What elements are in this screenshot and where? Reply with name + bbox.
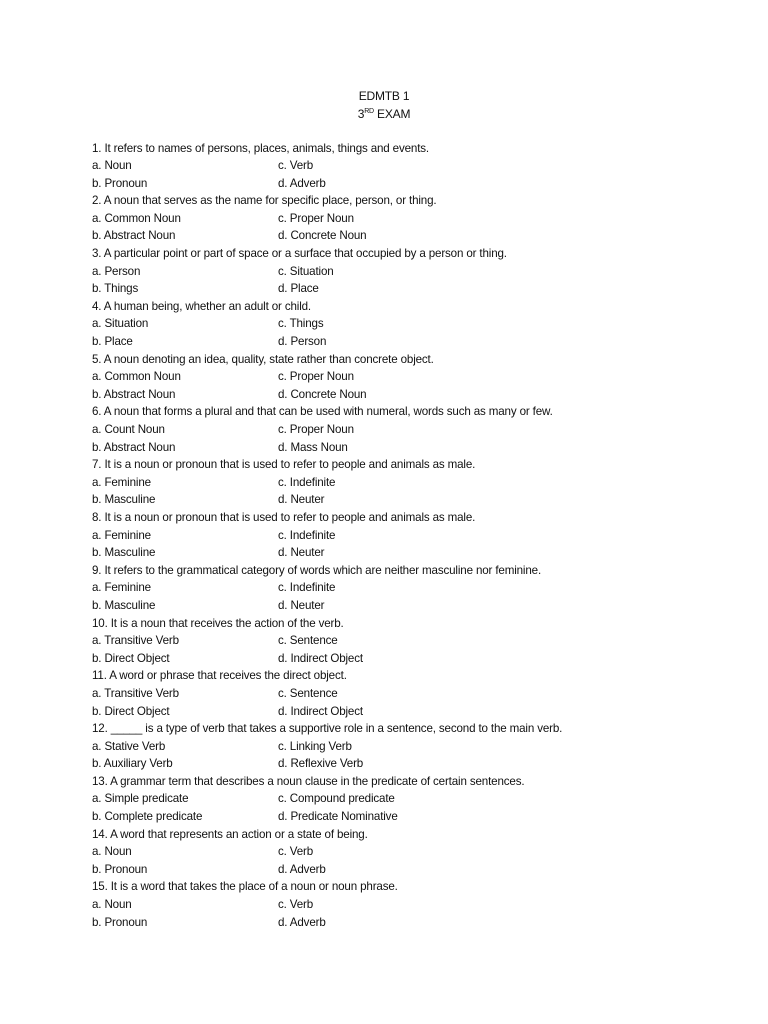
option-a: a. Stative Verb xyxy=(92,739,166,753)
question-stem: 10. It is a noun that receives the action of the verb. xyxy=(92,616,344,630)
option-a: a. Transitive Verb xyxy=(92,686,179,700)
option-row xyxy=(92,808,732,826)
question-item xyxy=(92,456,732,509)
option-b: b. Pronoun xyxy=(92,862,148,876)
option-d: d. Adverb xyxy=(278,862,326,876)
option-row xyxy=(92,755,732,773)
question-list xyxy=(92,140,732,932)
option-row xyxy=(92,491,732,509)
option-row xyxy=(92,579,732,597)
option-row xyxy=(92,386,732,404)
option-c: c. Sentence xyxy=(278,686,338,700)
option-row xyxy=(92,703,732,721)
question-stem: 4. A human being, whether an adult or child. xyxy=(92,299,311,313)
option-row xyxy=(92,544,732,562)
question-item xyxy=(92,667,732,720)
option-d: d. Predicate Nominative xyxy=(278,810,398,824)
question-item xyxy=(92,298,732,351)
option-a: a. Common Noun xyxy=(92,370,181,384)
option-c: c. Verb xyxy=(278,898,314,912)
option-c: c. Proper Noun xyxy=(278,370,354,384)
option-b: b. Masculine xyxy=(92,493,156,507)
option-d: d. Neuter xyxy=(278,598,325,612)
option-row xyxy=(92,333,732,351)
question-stem: 12. _____ is a type of verb that takes a supportive role in a sentence, second to the main verb. xyxy=(92,722,563,736)
question-stem: 3. A particular point or part of space or a surface that occupied by a person or thing. xyxy=(92,247,507,261)
option-b: b. Masculine xyxy=(92,598,156,612)
option-c: c. Sentence xyxy=(278,634,338,648)
question-item xyxy=(92,140,732,193)
option-c: c. Proper Noun xyxy=(278,423,354,436)
option-a: a. Feminine xyxy=(92,475,151,489)
option-row xyxy=(92,597,732,615)
option-b: b. Abstract Noun xyxy=(92,440,176,454)
option-a: a. Transitive Verb xyxy=(92,634,179,648)
option-row xyxy=(92,790,732,808)
question-stem: 1. It refers to names of persons, places, animals, things and events. xyxy=(92,141,429,155)
subtitle-ordinal-suffix: RD xyxy=(364,108,374,115)
question-stem: 8. It is a noun or pronoun that is used to refer to people and animals as male. xyxy=(92,510,476,524)
option-c: c. Compound predicate xyxy=(278,792,395,806)
question-item xyxy=(92,720,732,773)
option-c: c. Linking Verb xyxy=(278,739,352,753)
question-item xyxy=(92,773,732,826)
option-row xyxy=(92,632,732,650)
option-a: a. Noun xyxy=(92,159,132,173)
option-b: b. Abstract Noun xyxy=(92,387,176,401)
question-item xyxy=(92,351,732,404)
option-c: c. Verb xyxy=(278,845,314,859)
option-row xyxy=(92,315,732,333)
option-b: b. Complete predicate xyxy=(92,810,203,824)
option-d: d. Indirect Object xyxy=(278,651,363,665)
option-row xyxy=(92,738,732,756)
option-row xyxy=(92,685,732,703)
option-b: b. Place xyxy=(92,335,133,349)
document-subtitle xyxy=(0,105,768,123)
option-c: c. Indefinite xyxy=(278,581,336,595)
option-b: b. Masculine xyxy=(92,546,156,560)
question-stem: 9. It refers to the grammatical category of words which are neither masculine nor feminine. xyxy=(92,563,542,577)
option-d: d. Reflexive Verb xyxy=(278,757,364,771)
option-row xyxy=(92,157,732,175)
option-a: a. Noun xyxy=(92,845,132,859)
option-d: d. Concrete Noun xyxy=(278,387,367,401)
option-b: b. Things xyxy=(92,282,139,296)
option-c: c. Things xyxy=(278,317,324,331)
option-row xyxy=(92,210,732,228)
option-b: b. Abstract Noun xyxy=(92,229,176,243)
question-stem: 11. A word or phrase that receives the direct object. xyxy=(92,669,347,683)
question-item xyxy=(92,245,732,298)
option-d: d. Mass Noun xyxy=(278,440,348,454)
option-row xyxy=(92,368,732,386)
option-row xyxy=(92,280,732,298)
question-stem: 14. A word that represents an action or a state of being. xyxy=(92,827,368,841)
option-d: d. Person xyxy=(278,335,327,349)
question-item xyxy=(92,826,732,879)
option-a: a. Simple predicate xyxy=(92,792,189,806)
option-row xyxy=(92,861,732,879)
option-c: c. Indefinite xyxy=(278,528,336,542)
option-d: d. Adverb xyxy=(278,915,326,929)
option-a: a. Situation xyxy=(92,317,149,331)
option-b: b. Auxiliary Verb xyxy=(92,757,173,771)
option-d: d. Adverb xyxy=(278,176,326,190)
document-title: EDMTB 1 xyxy=(358,89,410,103)
option-c: c. Situation xyxy=(278,264,334,278)
option-row xyxy=(92,843,732,861)
option-c: c. Proper Noun xyxy=(278,211,354,225)
question-stem: 2. A noun that serves as the name for specific place, person, or thing. xyxy=(92,194,437,208)
option-a: a. Noun xyxy=(92,898,132,912)
option-b: b. Pronoun xyxy=(92,915,148,929)
option-a: a. Person xyxy=(92,264,141,278)
question-item xyxy=(92,509,732,562)
option-a: a. Common Noun xyxy=(92,211,181,225)
option-row xyxy=(92,527,732,545)
question-stem: 15. It is a word that takes the place of a noun or noun phrase. xyxy=(92,880,398,894)
option-d: d. Neuter xyxy=(278,546,325,560)
option-d: d. Concrete Noun xyxy=(278,229,367,243)
option-d: d. Neuter xyxy=(278,493,325,507)
question-item xyxy=(92,562,732,615)
option-d: d. Indirect Object xyxy=(278,704,363,718)
option-row xyxy=(92,175,732,193)
option-row xyxy=(92,650,732,668)
option-row xyxy=(92,896,732,914)
question-item xyxy=(92,615,732,668)
option-row xyxy=(92,439,732,457)
option-b: b. Direct Object xyxy=(92,704,170,718)
question-stem: 7. It is a noun or pronoun that is used to refer to people and animals as male. xyxy=(92,458,476,472)
option-b: b. Pronoun xyxy=(92,176,148,190)
question-stem: 6. A noun that forms a plural and that can be used with numeral, words such as many or few. xyxy=(92,405,553,419)
option-b: b. Direct Object xyxy=(92,651,170,665)
option-row xyxy=(92,421,732,439)
option-row xyxy=(92,474,732,492)
option-d: d. Place xyxy=(278,282,319,296)
question-stem: 5. A noun denoting an idea, quality, state rather than concrete object. xyxy=(92,352,434,366)
option-row xyxy=(92,263,732,281)
option-row xyxy=(92,227,732,245)
question-item xyxy=(92,192,732,245)
option-a: a. Count Noun xyxy=(92,423,165,436)
question-item xyxy=(92,878,732,931)
question-item xyxy=(92,403,732,456)
option-a: a. Feminine xyxy=(92,581,151,595)
question-stem: 13. A grammar term that describes a noun clause in the predicate of certain sentences. xyxy=(92,774,525,788)
option-c: c. Verb xyxy=(278,159,314,173)
document-header xyxy=(0,87,768,123)
subtitle-text: EXAM xyxy=(373,107,411,121)
option-a: a. Feminine xyxy=(92,528,151,542)
option-c: c. Indefinite xyxy=(278,475,336,489)
option-row xyxy=(92,914,732,932)
subtitle-number: 3 xyxy=(357,107,365,121)
